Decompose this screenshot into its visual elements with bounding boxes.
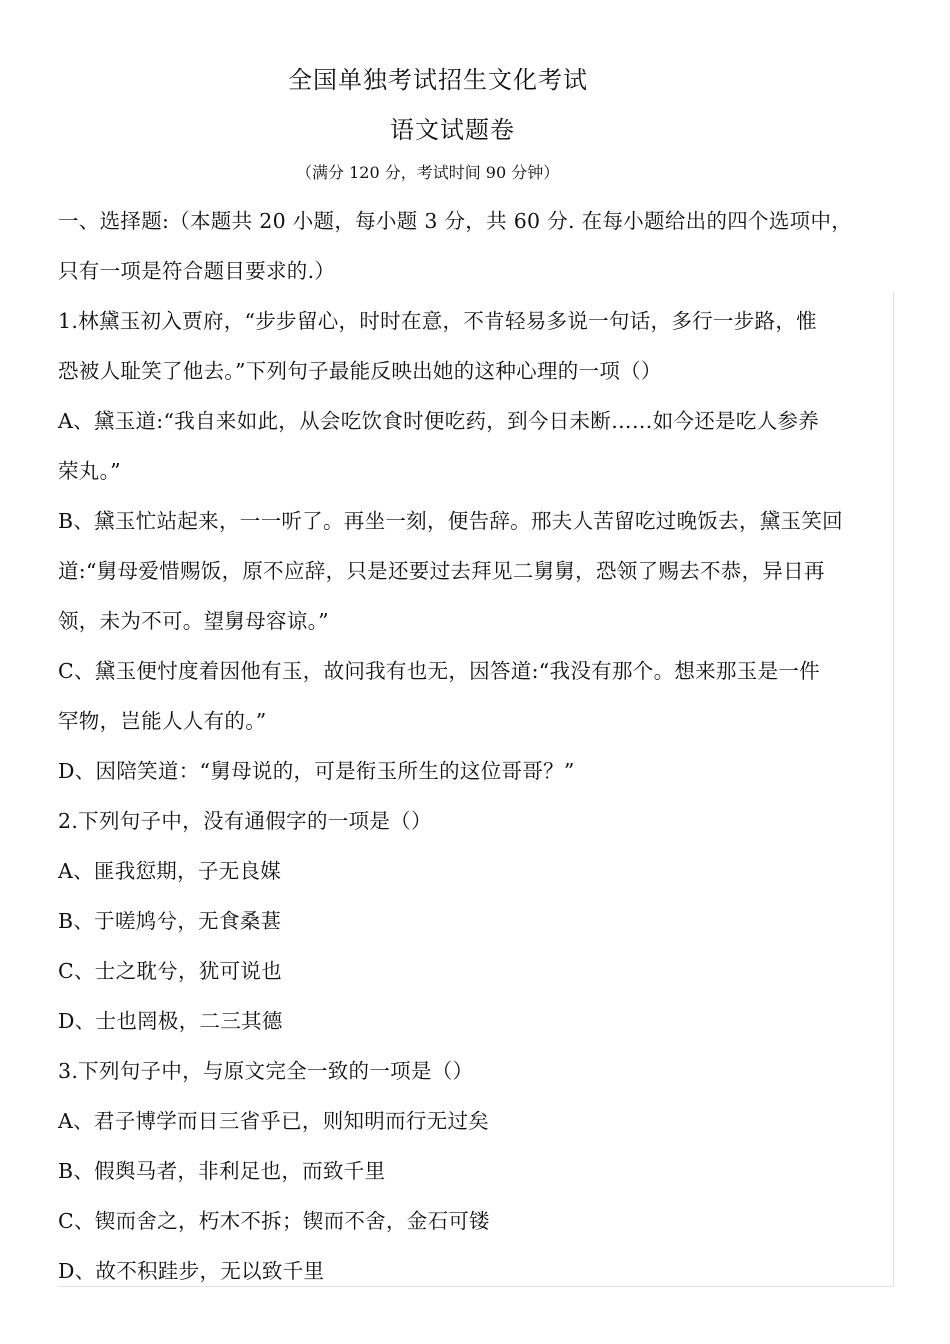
question-1-option-b-line-2: 道:“舅母爱惜赐饭，原不应辞，只是还要过去拜见二舅舅，恐领了赐去不恭，异日再 — [58, 559, 825, 583]
question-2-stem: 2.下列句子中，没有通假字的一项是（） — [58, 809, 432, 833]
exam-title: 全国单独考试招生文化考试 — [288, 66, 588, 94]
question-1-stem-line-2: 恐被人耻笑了他去。”下列句子最能反映出她的这种心理的一项（） — [58, 359, 662, 383]
exam-note: （满分 120 分，考试时间 90 分钟） — [296, 163, 560, 182]
question-1-option-c-line-1: C、黛玉便忖度着因他有玉，故问我有也无，因答道:“我没有那个。想来那玉是一件 — [58, 659, 820, 683]
question-1-option-a-line-1: A、黛玉道:“我自来如此，从会吃饮食时便吃药，到今日未断……如今还是吃人参养 — [58, 409, 820, 433]
question-3-option-d: D、故不积跬步，无以致千里 — [58, 1259, 325, 1283]
question-1-option-a-line-2: 荣丸。” — [58, 459, 121, 483]
page-border-right — [893, 292, 894, 1286]
question-3-option-a: A、君子博学而日三省乎已，则知明而行无过矣 — [58, 1109, 490, 1133]
question-1-stem-line-1: 1.林黛玉初入贾府，“步步留心，时时在意，不肯轻易多说一句话，多行一步路，惟 — [58, 309, 817, 333]
question-2-option-a: A、匪我愆期，子无良媒 — [58, 859, 282, 883]
question-1-option-c-line-2: 罕物，岂能人人有的。” — [58, 709, 267, 733]
question-3-option-b: B、假舆马者，非利足也，而致千里 — [58, 1159, 386, 1183]
section-instructions-line-2: 只有一项是符合题目要求的.） — [58, 259, 336, 283]
question-3-option-c: C、锲而舍之，朽木不拆；锲而不舍，金石可镂 — [58, 1209, 490, 1233]
exam-subtitle: 语文试题卷 — [390, 116, 515, 144]
question-1-option-d: D、因陪笑道：“舅母说的，可是衔玉所生的这位哥哥？” — [58, 759, 575, 783]
question-3-stem: 3.下列句子中，与原文完全一致的一项是（） — [58, 1059, 474, 1083]
question-1-option-b-line-1: B、黛玉忙站起来，一一听了。再坐一刻，便告辞。邢夫人苦留吃过晚饭去，黛玉笑回 — [58, 509, 843, 533]
question-2-option-d: D、士也罔极，二三其德 — [58, 1009, 283, 1033]
question-2-option-b: B、于嗟鸠兮，无食桑葚 — [58, 909, 282, 933]
section-instructions-line-1: 一、选择题:（本题共 20 小题，每小题 3 分，共 60 分. 在每小题给出的四个选项中， — [58, 209, 853, 233]
question-1-option-b-line-3: 领，未为不可。望舅母容谅。” — [58, 609, 329, 633]
question-2-option-c: C、士之耽兮，犹可说也 — [58, 959, 282, 983]
page-border-bottom — [58, 1286, 894, 1287]
